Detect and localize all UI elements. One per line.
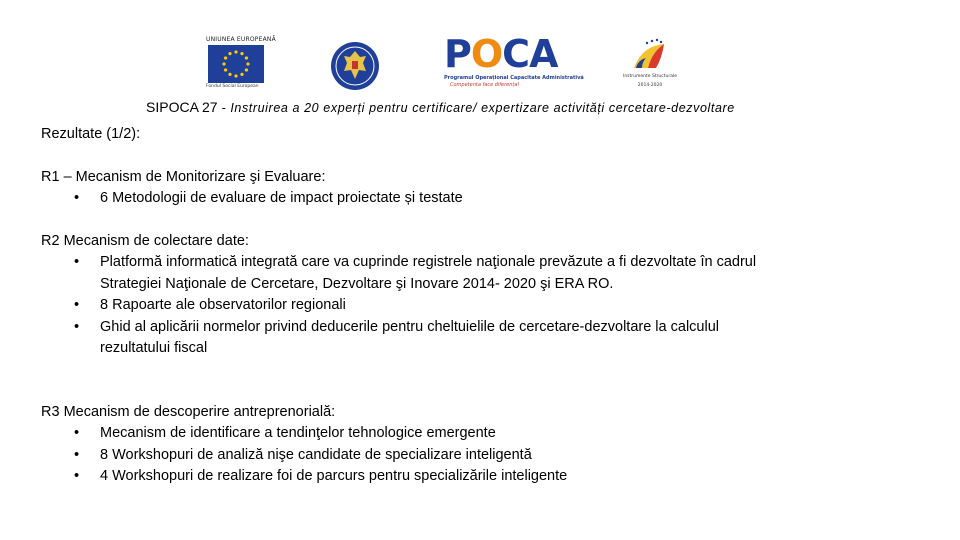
fonduri-logo bbox=[622, 38, 678, 96]
logo-bar bbox=[0, 32, 960, 98]
section-r2-title: R2 Mecanism de colectare date: bbox=[41, 232, 249, 249]
list-item: • 6 Metodologii de evaluare de impact proiectate și testate bbox=[74, 190, 463, 206]
list-item: • 4 Workshopuri de realizare foi de parcurs pentru specializările inteligente bbox=[74, 468, 568, 484]
list-item-continuation: Strategiei Naţionale de Cercetare, Dezvoltare şi Inovare 2014- 2020 şi ERA RO. bbox=[100, 275, 614, 292]
section-r2-list bbox=[41, 252, 921, 360]
slide-heading bbox=[146, 99, 846, 115]
list-item: • 8 Workshopuri de analiză nişe candidate de specializare inteligentă bbox=[74, 446, 532, 463]
government-seal-icon bbox=[330, 41, 380, 91]
eu-logo-subtitle: Fondul Social European bbox=[206, 84, 259, 89]
section-r3-list bbox=[41, 423, 921, 488]
project-code: SIPOCA 27 bbox=[146, 99, 218, 115]
structural-funds-icon bbox=[630, 38, 670, 72]
eu-logo bbox=[206, 36, 276, 92]
eu-flag-icon bbox=[208, 45, 264, 83]
eu-logo-title: UNIUNEA EUROPEANĂ bbox=[206, 36, 276, 43]
poca-motto: Competența face diferența! bbox=[450, 82, 520, 88]
fonduri-line1: Instrumente Structurale bbox=[623, 74, 677, 79]
poca-tagline: Programul Operațional Capacitate Administrativă bbox=[444, 75, 584, 81]
results-title: Rezultate (1/2): bbox=[41, 126, 141, 142]
poca-logo bbox=[444, 32, 584, 94]
list-item-continuation: rezultatului fiscal bbox=[100, 340, 208, 356]
section-r3-title: R3 Mecanism de descoperire antreprenorială: bbox=[41, 403, 336, 420]
government-logo bbox=[330, 41, 380, 91]
list-item: • Platformă informatică integrată care va cuprinde registrele naţionale prevăzute a fi dezvoltate în cadrul bbox=[74, 254, 757, 270]
list-item: • Mecanism de identificare a tendinţelor tehnologice emergente bbox=[74, 425, 496, 441]
fonduri-line2: 2014-2020 bbox=[637, 83, 663, 88]
poca-wordmark: POCA bbox=[444, 32, 558, 76]
list-item: • Ghid al aplicării normelor privind deducerile pentru cheltuielile de cercetare-dezvoltare la calculul bbox=[74, 318, 719, 335]
project-description: - Instruirea a 20 experți pentru certificare/ expertizare activități cercetare-dezvoltare bbox=[221, 101, 735, 115]
results-content bbox=[41, 124, 921, 488]
section-r1-list bbox=[41, 188, 921, 210]
section-r1-title: R1 – Mecanism de Monitorizare şi Evaluare: bbox=[41, 168, 326, 185]
list-item: • 8 Rapoarte ale observatorilor regionali bbox=[74, 297, 346, 313]
